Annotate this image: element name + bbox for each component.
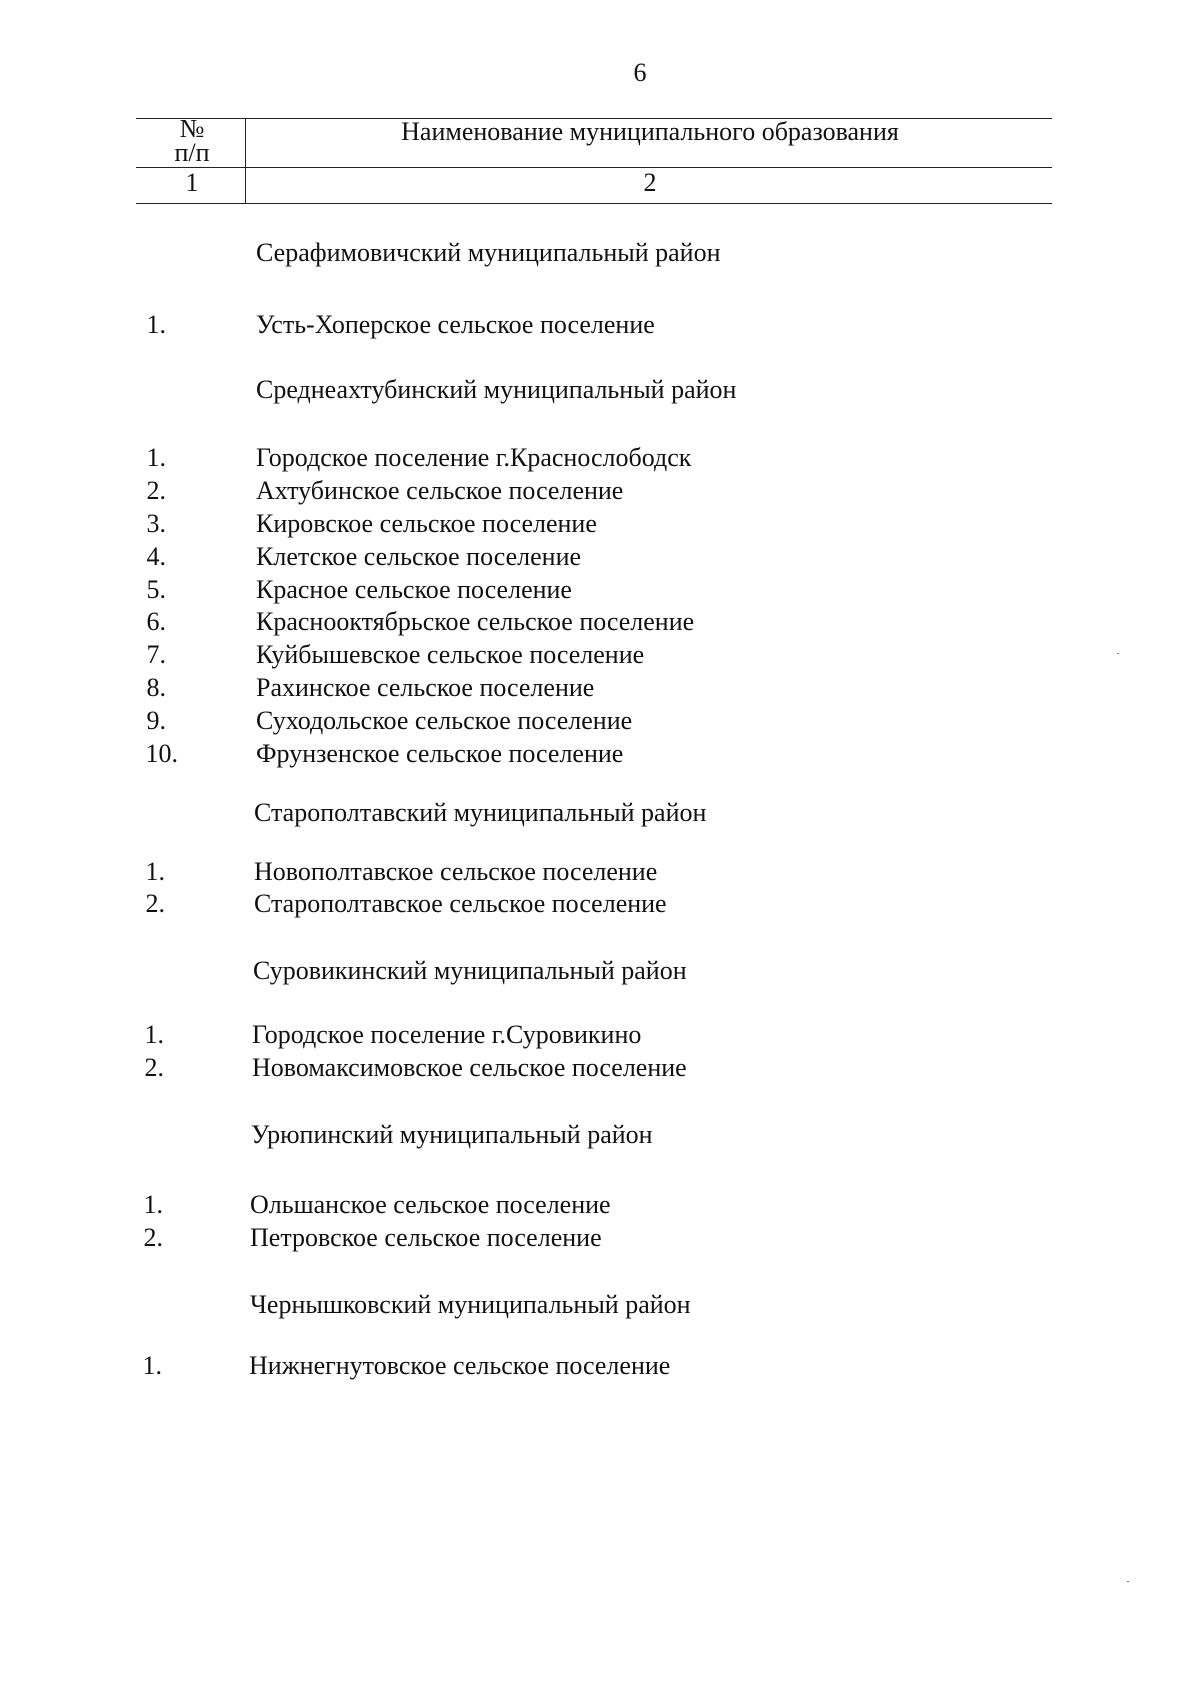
header-number-abbrev: п/п bbox=[174, 138, 210, 167]
item-name: Красное сельское поселение bbox=[256, 575, 572, 604]
item-name: Суходольское сельское поселение bbox=[256, 706, 633, 735]
item-number: 1. bbox=[143, 1190, 163, 1219]
item-name: Кировское сельское поселение bbox=[256, 509, 597, 538]
header-col2-index: 2 bbox=[643, 168, 657, 197]
item-name: Клетское сельское поселение bbox=[256, 542, 582, 571]
table-column-divider bbox=[245, 118, 246, 204]
item-number: 1. bbox=[145, 857, 165, 886]
item-number: 8. bbox=[146, 673, 166, 702]
item-name: Новополтавское сельское поселение bbox=[254, 857, 658, 886]
item-name: Нижнегнутовское сельское поселение bbox=[249, 1351, 671, 1380]
item-number: 1. bbox=[146, 310, 166, 339]
item-name: Фрунзенское сельское поселение bbox=[256, 739, 624, 768]
item-number: 2. bbox=[143, 1223, 163, 1252]
district-title: Урюпинский муниципальный район bbox=[251, 1120, 653, 1149]
item-number: 1. bbox=[144, 1020, 164, 1049]
header-col1-index: 1 bbox=[185, 168, 199, 197]
district-title: Старополтавский муниципальный район bbox=[254, 798, 707, 827]
scan-speck bbox=[1127, 1581, 1129, 1582]
item-number: 10. bbox=[145, 739, 178, 768]
item-number: 7. bbox=[146, 640, 166, 669]
header-name-column: Наименование муниципального образования bbox=[401, 117, 899, 146]
district-title: Чернышковский муниципальный район bbox=[250, 1290, 691, 1319]
item-name: Городское поселение г.Суровикино bbox=[252, 1020, 642, 1049]
scan-speck bbox=[1117, 653, 1119, 654]
item-number: 3. bbox=[146, 509, 166, 538]
table-bottom-rule bbox=[136, 203, 1052, 204]
item-name: Ахтубинское сельское поселение bbox=[256, 476, 624, 505]
header-number-symbol: № bbox=[179, 114, 205, 143]
item-number: 1. bbox=[142, 1351, 162, 1380]
item-number: 5. bbox=[146, 575, 166, 604]
item-number: 2. bbox=[144, 1053, 164, 1082]
district-title: Среднеахтубинский муниципальный район bbox=[256, 375, 737, 404]
item-number: 9. bbox=[146, 706, 166, 735]
item-name: Рахинское сельское поселение bbox=[256, 673, 595, 702]
item-name: Краснооктябрьское сельское поселение bbox=[256, 607, 695, 636]
item-number: 4. bbox=[146, 542, 166, 571]
item-number: 6. bbox=[146, 607, 166, 636]
district-title: Серафимовичский муниципальный район bbox=[256, 238, 721, 267]
item-name: Петровское сельское поселение bbox=[250, 1223, 602, 1252]
item-name: Городское поселение г.Краснослободск bbox=[256, 443, 692, 472]
item-name: Усть-Хоперское сельское поселение bbox=[256, 310, 655, 339]
district-title: Суровикинский муниципальный район bbox=[253, 956, 687, 985]
page-number: 6 bbox=[633, 58, 647, 87]
item-number: 1. bbox=[146, 443, 166, 472]
item-name: Старополтавское сельское поселение bbox=[254, 889, 667, 918]
item-number: 2. bbox=[145, 889, 165, 918]
item-number: 2. bbox=[146, 476, 166, 505]
item-name: Ольшанское сельское поселение bbox=[250, 1190, 611, 1219]
item-name: Куйбышевское сельское поселение bbox=[256, 640, 645, 669]
item-name: Новомаксимовское сельское поселение bbox=[252, 1053, 687, 1082]
